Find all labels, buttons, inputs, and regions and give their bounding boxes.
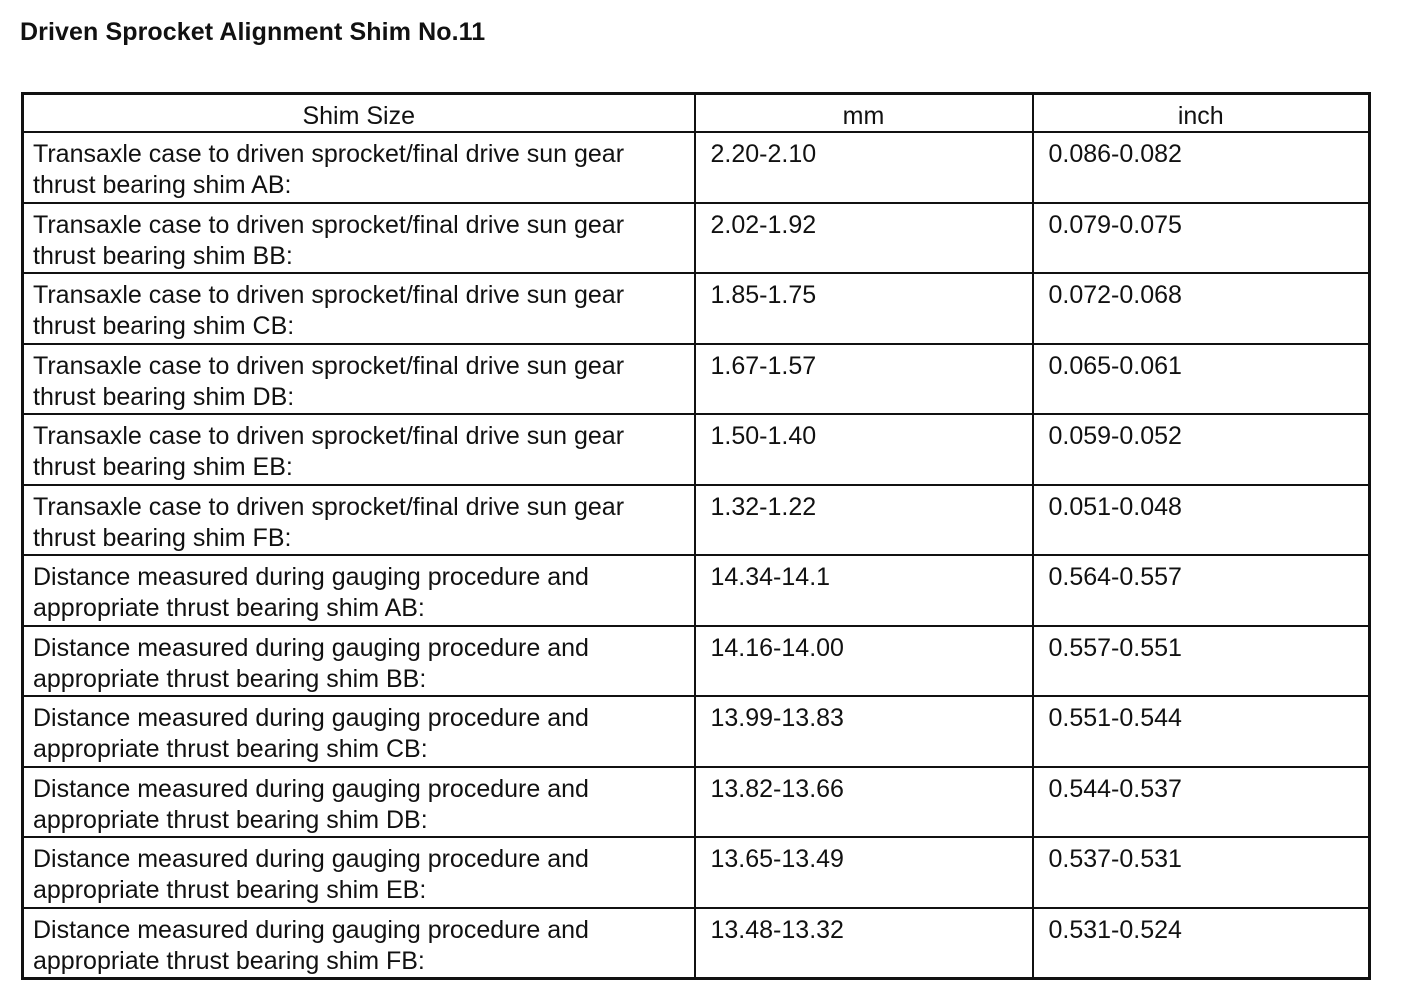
- inch-value: 0.557-0.551: [1033, 626, 1370, 697]
- shim-size-line-2: thrust bearing shim CB:: [33, 312, 295, 340]
- mm-value: 13.48-13.32: [695, 908, 1033, 979]
- mm-value: 13.65-13.49: [695, 837, 1033, 908]
- mm-value: 1.85-1.75: [695, 273, 1033, 344]
- shim-size-line-1: Distance measured during gauging procedure and: [33, 633, 589, 662]
- mm-value: 14.34-14.1: [695, 555, 1033, 626]
- shim-size-line-2: thrust bearing shim EB:: [33, 453, 293, 481]
- shim-size-line-2: appropriate thrust bearing shim EB:: [33, 876, 427, 904]
- shim-size-line-1: Distance measured during gauging procedure and: [33, 845, 589, 873]
- mm-value: 1.50-1.40: [695, 414, 1033, 485]
- shim-size-cell: [23, 626, 695, 697]
- shim-spec-table: [21, 92, 1371, 980]
- table-row: [23, 203, 1370, 274]
- mm-value: 13.99-13.83: [695, 696, 1033, 767]
- inch-value: 0.564-0.557: [1033, 555, 1370, 626]
- table-row: [23, 555, 1370, 626]
- shim-size-cell: [23, 696, 695, 767]
- table-row: [23, 908, 1370, 979]
- shim-size-line-1: Distance measured during gauging procedure and: [33, 563, 589, 591]
- page-title: Driven Sprocket Alignment Shim No.11: [20, 18, 486, 46]
- mm-value: 1.32-1.22: [695, 485, 1033, 556]
- mm-value: 1.67-1.57: [695, 344, 1033, 415]
- shim-size-cell: [23, 344, 695, 415]
- shim-size-line-1: Distance measured during gauging procedure and: [33, 704, 589, 732]
- table-row: [23, 414, 1370, 485]
- table-row: [23, 344, 1370, 415]
- inch-value: 0.072-0.068: [1033, 273, 1370, 344]
- inch-value: 0.065-0.061: [1033, 344, 1370, 415]
- shim-size-cell: [23, 837, 695, 908]
- shim-size-line-2: thrust bearing shim DB:: [33, 382, 295, 411]
- shim-size-line-1: Distance measured during gauging procedure and: [33, 915, 589, 944]
- table-row: [23, 767, 1370, 838]
- shim-size-line-1: Distance measured during gauging procedure and: [33, 774, 589, 803]
- shim-size-line-1: Transaxle case to driven sprocket/final drive sun gear: [33, 351, 625, 380]
- shim-size-cell: [23, 485, 695, 556]
- shim-size-cell: [23, 132, 695, 203]
- inch-value: 0.051-0.048: [1033, 485, 1370, 556]
- shim-size-line-1: Transaxle case to driven sprocket/final drive sun gear: [33, 492, 625, 521]
- shim-size-cell: [23, 908, 695, 979]
- shim-size-line-2: appropriate thrust bearing shim DB:: [33, 805, 428, 834]
- shim-size-line-2: thrust bearing shim BB:: [33, 241, 293, 270]
- shim-size-line-2: appropriate thrust bearing shim AB:: [33, 594, 425, 622]
- shim-size-cell: [23, 203, 695, 274]
- shim-size-line-1: Transaxle case to driven sprocket/final drive sun gear: [33, 210, 625, 239]
- mm-value: 13.82-13.66: [695, 767, 1033, 838]
- shim-size-line-2: appropriate thrust bearing shim CB:: [33, 735, 428, 763]
- table-row: [23, 273, 1370, 344]
- shim-size-line-1: Transaxle case to driven sprocket/final drive sun gear: [33, 422, 625, 450]
- shim-size-line-1: Transaxle case to driven sprocket/final drive sun gear: [33, 281, 625, 309]
- inch-value: 0.079-0.075: [1033, 203, 1370, 274]
- table-header-row: [23, 94, 1370, 133]
- shim-size-line-1: Transaxle case to driven sprocket/final drive sun gear: [33, 140, 625, 168]
- header-mm: mm: [695, 94, 1033, 133]
- inch-value: 0.531-0.524: [1033, 908, 1370, 979]
- mm-value: 2.02-1.92: [695, 203, 1033, 274]
- inch-value: 0.059-0.052: [1033, 414, 1370, 485]
- inch-value: 0.544-0.537: [1033, 767, 1370, 838]
- shim-size-line-2: appropriate thrust bearing shim BB:: [33, 664, 427, 693]
- shim-size-line-2: thrust bearing shim AB:: [33, 171, 292, 199]
- inch-value: 0.551-0.544: [1033, 696, 1370, 767]
- header-inch: inch: [1033, 94, 1370, 133]
- table-row: [23, 837, 1370, 908]
- header-shim-size: Shim Size: [23, 94, 695, 133]
- shim-size-cell: [23, 767, 695, 838]
- shim-size-line-2: appropriate thrust bearing shim FB:: [33, 946, 425, 975]
- inch-value: 0.537-0.531: [1033, 837, 1370, 908]
- shim-size-cell: [23, 273, 695, 344]
- shim-size-cell: [23, 555, 695, 626]
- mm-value: 2.20-2.10: [695, 132, 1033, 203]
- table-row: [23, 626, 1370, 697]
- mm-value: 14.16-14.00: [695, 626, 1033, 697]
- table-row: [23, 132, 1370, 203]
- shim-size-line-2: thrust bearing shim FB:: [33, 523, 292, 552]
- inch-value: 0.086-0.082: [1033, 132, 1370, 203]
- table-row: [23, 696, 1370, 767]
- shim-size-cell: [23, 414, 695, 485]
- table-row: [23, 485, 1370, 556]
